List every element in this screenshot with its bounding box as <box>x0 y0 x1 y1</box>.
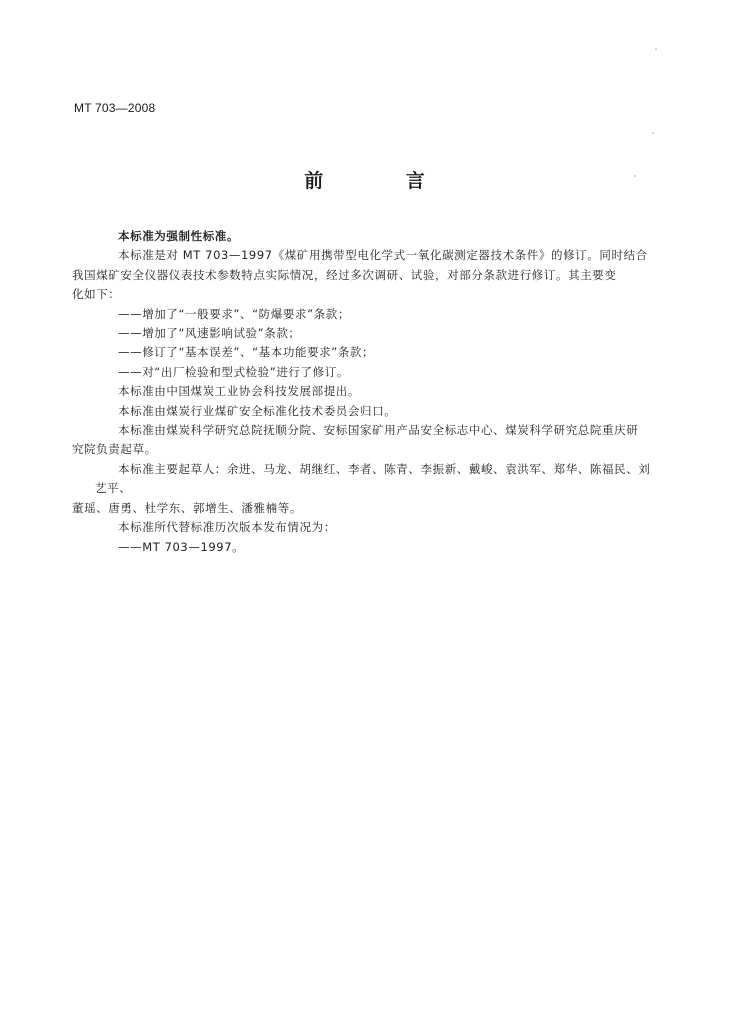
centralized-management-paragraph: 本标准由煤炭行业煤矿安全标准化技术委员会归口。 <box>118 403 397 418</box>
change-item-3: ——修订了“基本误差”、“基本功能要求”条款； <box>118 345 375 360</box>
change-item-2: ——增加了“风速影响试验”条款； <box>118 326 301 341</box>
scan-speck <box>655 48 657 50</box>
mandatory-statement: 本标准为强制性标准。 <box>118 229 239 243</box>
drafters-line-2: 董瑶、唐勇、杜学东、郭增生、潘雅楠等。 <box>72 500 302 515</box>
revision-paragraph-line-3: 化如下： <box>72 287 121 302</box>
page-title: 前 言 <box>304 170 463 192</box>
change-item-4: ——对“出厂检验和型式检验”进行了修订。 <box>118 364 349 379</box>
document-code: MT 703—2008 <box>74 101 156 115</box>
proposer-paragraph: 本标准由中国煤炭工业协会科技发展部提出。 <box>118 384 360 399</box>
history-item-1: ——MT 703—1997。 <box>118 539 245 554</box>
revision-paragraph-line-2: 我国煤矿安全仪器仪表技术参数特点实际情况，经过多次调研、试验，对部分条款进行修订。其主要变 <box>72 267 617 282</box>
drafting-units-line-2: 究院负责起草。 <box>72 442 157 457</box>
history-intro: 本标准所代替标准历次版本发布情况为： <box>118 520 336 535</box>
change-item-1: ——增加了“一般要求”、“防爆要求”条款； <box>118 306 350 321</box>
scan-speck <box>634 175 636 177</box>
drafting-units-line-1: 本标准由煤炭科学研究总院抚顺分院、安标国家矿用产品安全标志中心、煤炭科学研究总院重庆研 <box>118 423 639 438</box>
preface-body <box>72 227 655 557</box>
drafters-line-1: 本标准主要起草人：余进、马龙、胡继红、李者、陈青、李振新、戴峻、袁洪军、郑华、陈福民、刘艺平、 <box>95 461 651 496</box>
scan-speck <box>652 132 654 134</box>
revision-paragraph-line-1: 本标准是对 MT 703—1997《煤矿用携带型电化学式一氧化碳测定器技术条件》的修订。同时结合 <box>118 248 648 263</box>
